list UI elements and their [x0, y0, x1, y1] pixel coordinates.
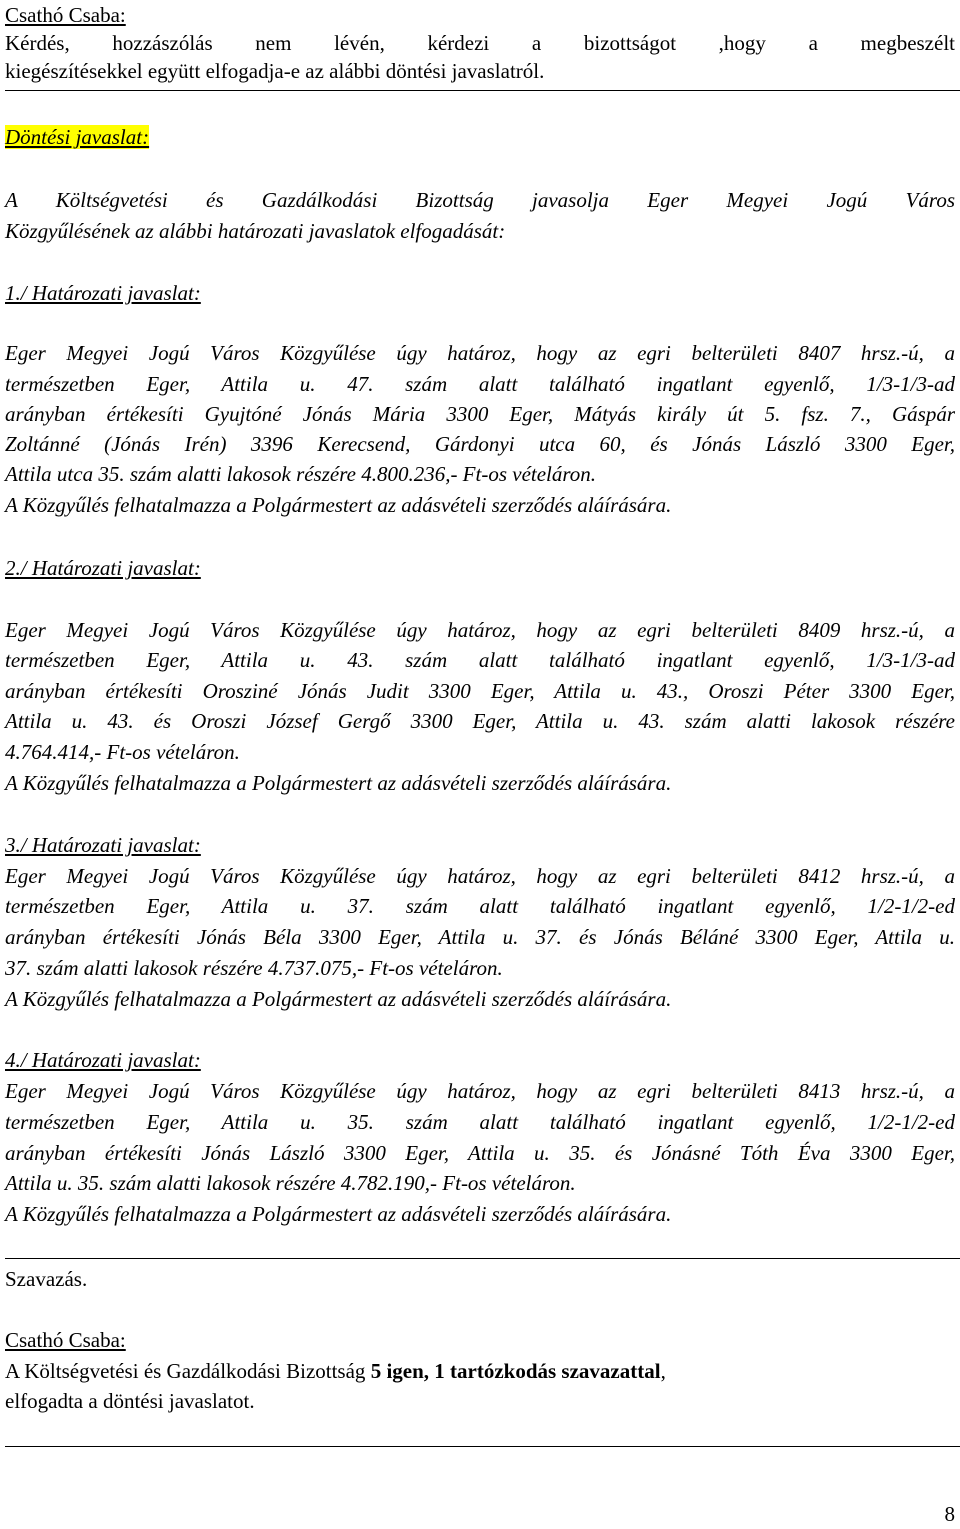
- resolution-line: természetben Eger, Attila u. 43. szám alatt található ingatlant egyenlő, 1/3-1/3-ad: [5, 648, 955, 672]
- vote-result-punct: ,: [660, 1359, 666, 1383]
- resolution-line: természetben Eger, Attila u. 37. szám alatt található ingatlant egyenlő, 1/2-1/2-ed: [5, 894, 955, 918]
- resolution-line: Eger Megyei Jogú Város Közgyűlése úgy határoz, hogy az egri belterületi 8412 hrsz.-ú, a: [5, 864, 955, 888]
- proposal-heading: [5, 122, 149, 152]
- resolution-line: 37. szám alatti lakosok részére 4.737.075,- Ft-os vételáron.: [5, 956, 503, 980]
- vote-result-line: elfogadta a döntési javaslatot.: [5, 1389, 255, 1413]
- resolution-closing: A Közgyűlés felhatalmazza a Polgármestert az adásvételi szerződés aláírására.: [5, 987, 672, 1011]
- resolution-line: Attila u. 35. szám alatti lakosok részére 4.782.190,- Ft-os vételáron.: [5, 1171, 576, 1195]
- vote-count: 5 igen, 1 tartózkodás szavazattal: [370, 1359, 661, 1383]
- resolution-heading: 4./ Határozati javaslat:: [5, 1048, 201, 1072]
- resolution-closing: A Közgyűlés felhatalmazza a Polgármestert az adásvételi szerződés aláírására.: [5, 771, 672, 795]
- resolution-line: természetben Eger, Attila u. 35. szám alatt található ingatlant egyenlő, 1/2-1/2-ed: [5, 1110, 955, 1134]
- proposal-line: Közgyűlésének az alábbi határozati javaslatok elfogadását:: [5, 219, 506, 243]
- page-number: 8: [944, 1502, 955, 1526]
- resolution-line: Attila utca 35. szám alatti lakosok részére 4.800.236,- Ft-os vételáron.: [5, 462, 597, 486]
- resolution-line: Eger Megyei Jogú Város Közgyűlése úgy határoz, hogy az egri belterületi 8407 hrsz.-ú, a: [5, 341, 955, 365]
- resolution-line: arányban értékesíti Jónás Béla 3300 Eger, Attila u. 37. és Jónás Béláné 3300 Eger, Attila u.: [5, 925, 955, 949]
- divider: [5, 1258, 960, 1259]
- resolution-heading: 3./ Határozati javaslat:: [5, 833, 201, 857]
- speaker-name: Csathó Csaba:: [5, 1328, 126, 1352]
- resolution-line: Attila u. 43. és Oroszi József Gergő 3300 Eger, Attila u. 43. szám alatti lakosok részére: [5, 709, 955, 733]
- resolution-heading: 2./ Határozati javaslat:: [5, 556, 201, 580]
- proposal-heading-text: Döntési javaslat:: [5, 125, 150, 149]
- resolution-line: arányban értékesíti Orosziné Jónás Judit 3300 Eger, Attila u. 43., Oroszi Péter 3300 Eger,: [5, 679, 955, 703]
- resolution-line: arányban értékesíti Gyujtóné Jónás Mária 3300 Eger, Mátyás király út 5. fsz. 7., Gáspár: [5, 402, 955, 426]
- resolution-heading: 1./ Határozati javaslat:: [5, 281, 201, 305]
- vote-result-text: A Költségvetési és Gazdálkodási Bizottság: [5, 1359, 371, 1383]
- speaker-name: Csathó Csaba:: [5, 3, 126, 27]
- proposal-line: A Költségvetési és Gazdálkodási Bizottság javasolja Eger Megyei Jogú Város: [5, 188, 955, 212]
- vote-label: Szavazás.: [5, 1267, 88, 1291]
- resolution-closing: A Közgyűlés felhatalmazza a Polgármestert az adásvételi szerződés aláírására.: [5, 493, 672, 517]
- divider: [5, 1446, 960, 1447]
- intro-line: Kérdés, hozzászólás nem lévén, kérdezi a bizottságot ,hogy a megbeszélt: [5, 31, 955, 55]
- resolution-line: Eger Megyei Jogú Város Közgyűlése úgy határoz, hogy az egri belterületi 8413 hrsz.-ú, a: [5, 1079, 955, 1103]
- resolution-line: Zoltánné (Jónás Irén) 3396 Kerecsend, Gárdonyi utca 60, és Jónás László 3300 Eger,: [5, 432, 955, 456]
- vote-result-line: [5, 1356, 666, 1386]
- intro-line: kiegészítésekkel együtt elfogadja-e az alábbi döntési javaslatról.: [5, 59, 545, 83]
- resolution-line: 4.764.414,- Ft-os vételáron.: [5, 740, 240, 764]
- divider: [5, 90, 960, 91]
- resolution-closing: A Közgyűlés felhatalmazza a Polgármestert az adásvételi szerződés aláírására.: [5, 1202, 672, 1226]
- resolution-line: Eger Megyei Jogú Város Közgyűlése úgy határoz, hogy az egri belterületi 8409 hrsz.-ú, a: [5, 618, 955, 642]
- resolution-line: arányban értékesíti Jónás László 3300 Eger, Attila u. 35. és Jónásné Tóth Éva 3300 Eger,: [5, 1141, 955, 1165]
- resolution-line: természetben Eger, Attila u. 47. szám alatt található ingatlant egyenlő, 1/3-1/3-ad: [5, 372, 955, 396]
